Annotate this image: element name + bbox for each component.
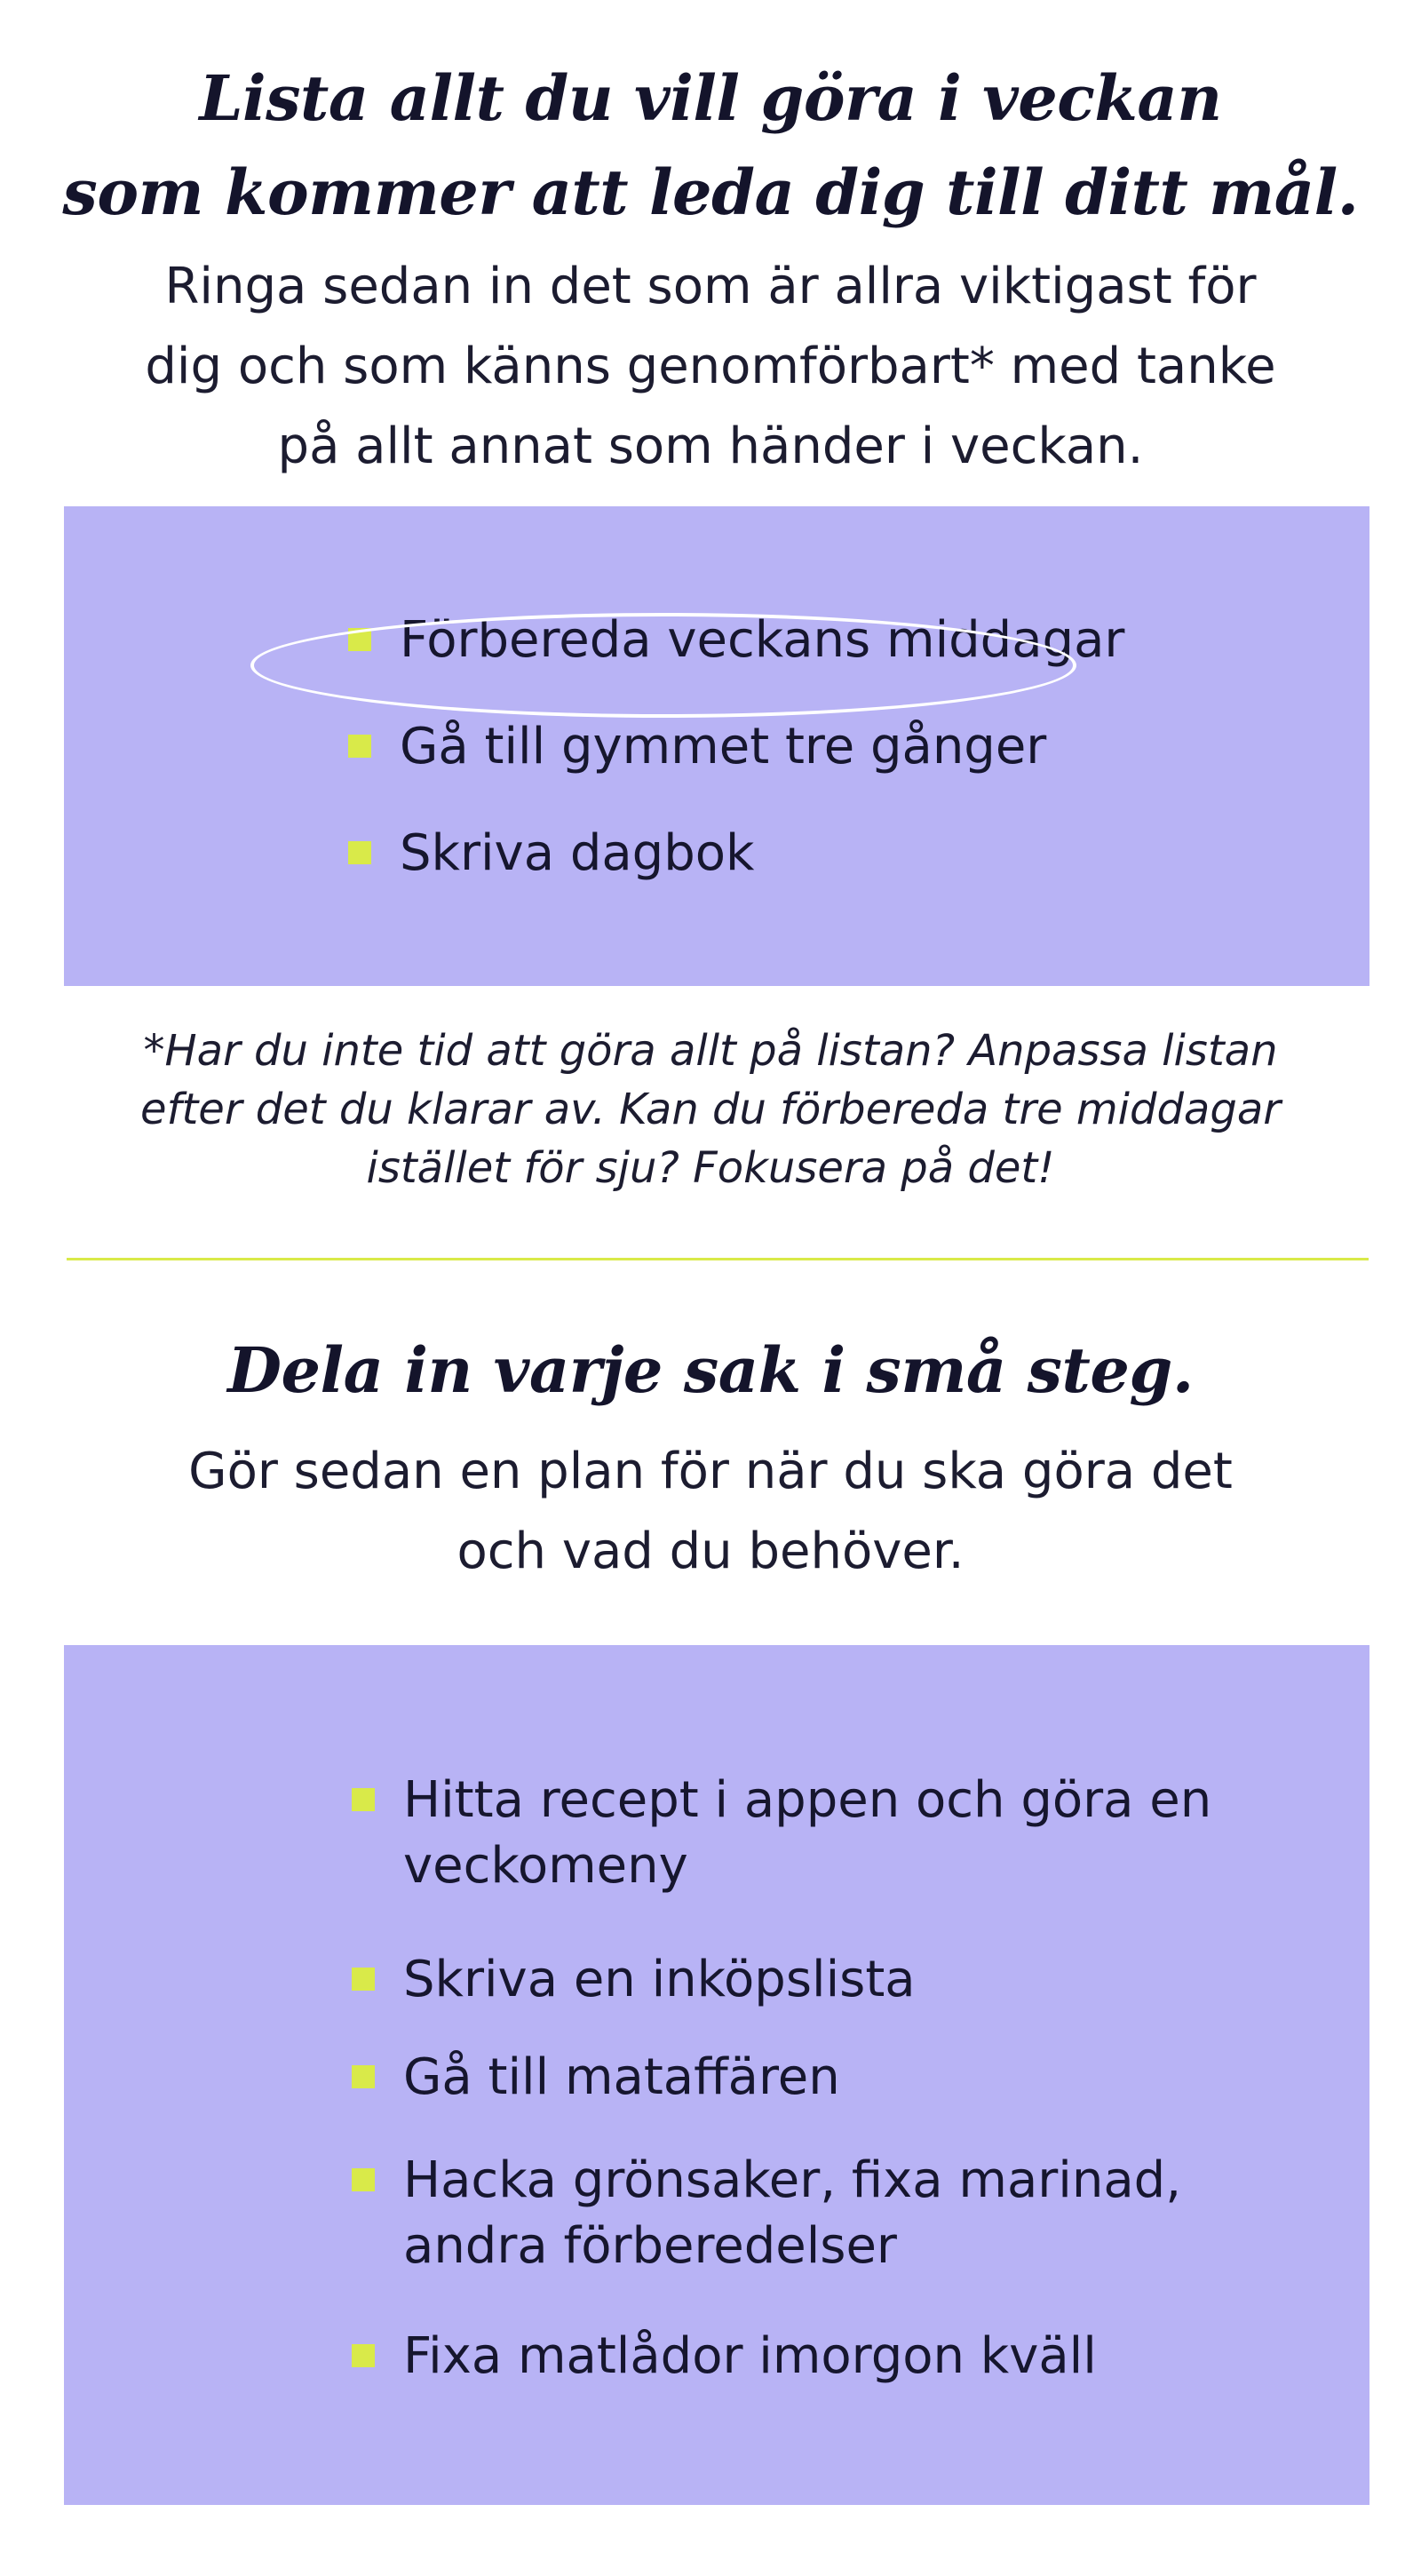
bullet-square-icon [352,2065,375,2088]
bullet-square-icon [352,2168,375,2191]
step-item-text: Hitta recept i appen och göra en [403,1771,1212,1829]
subtext-line: och vad du behöver. [456,1523,965,1580]
heading-line: Lista allt du vill göra i veckan [199,61,1222,135]
step-item-text: Skriva en inköpslista [403,1951,916,2008]
goal-item [400,714,1046,780]
bullet-square-icon [348,735,371,758]
bullet-square-icon [352,1968,375,1991]
bullet-square-icon [352,1788,375,1811]
subtext-line: Gör sedan en plan för när du ska göra det [188,1443,1233,1500]
section-divider [67,1258,1369,1260]
steps-list-panel [64,1645,1369,2505]
step-item-text: andra förberedelser [403,2217,897,2275]
step-item [403,2148,1181,2279]
footnote-line: *Har du inte tid att göra allt på listan? Anpassa listan [143,1026,1278,1076]
step-item-text: Hacka grönsaker, fixa marinad, [403,2151,1182,2209]
bullet-square-icon [352,2344,375,2367]
step-item [403,2324,1097,2389]
step-item-text: Fixa matlådor imorgon kväll [403,2327,1097,2385]
goal-item-text: Förbereda veckans middagar [400,611,1125,669]
section2-heading [0,1324,1421,1418]
goal-list-panel [64,506,1369,986]
subtext-line: dig och som känns genomförbart* med tanke [145,338,1276,395]
circled-highlight-ring [250,613,1076,718]
goal-item-text: Gå till gymmet tre gånger [400,718,1047,775]
footnote-line: efter det du klarar av. Kan du förbereda tre middagar [140,1085,1281,1134]
goal-item-text: Skriva dagbok [400,824,755,882]
footnote [0,1022,1421,1197]
heading-line: som kommer att leda dig till ditt mål. [62,155,1359,229]
goal-item [400,821,754,886]
bullet-square-icon [348,841,371,864]
step-item [403,2045,840,2111]
step-item-text: Gå till mataffären [403,2048,840,2106]
step-item [403,1768,1211,1899]
subtext-line: Ringa sedan in det som är allra viktigast för [164,258,1257,315]
section1-subtext [0,247,1421,487]
section2-subtext [0,1432,1421,1592]
footnote-line: istället för sju? Fokusera på det! [366,1143,1055,1193]
section1-heading [0,52,1421,240]
step-item-text: veckomeny [403,1837,688,1895]
heading-line: Dela in varje sak i små steg. [227,1333,1194,1407]
subtext-line: på allt annat som händer i veckan. [277,417,1144,475]
step-item [403,1947,916,2013]
